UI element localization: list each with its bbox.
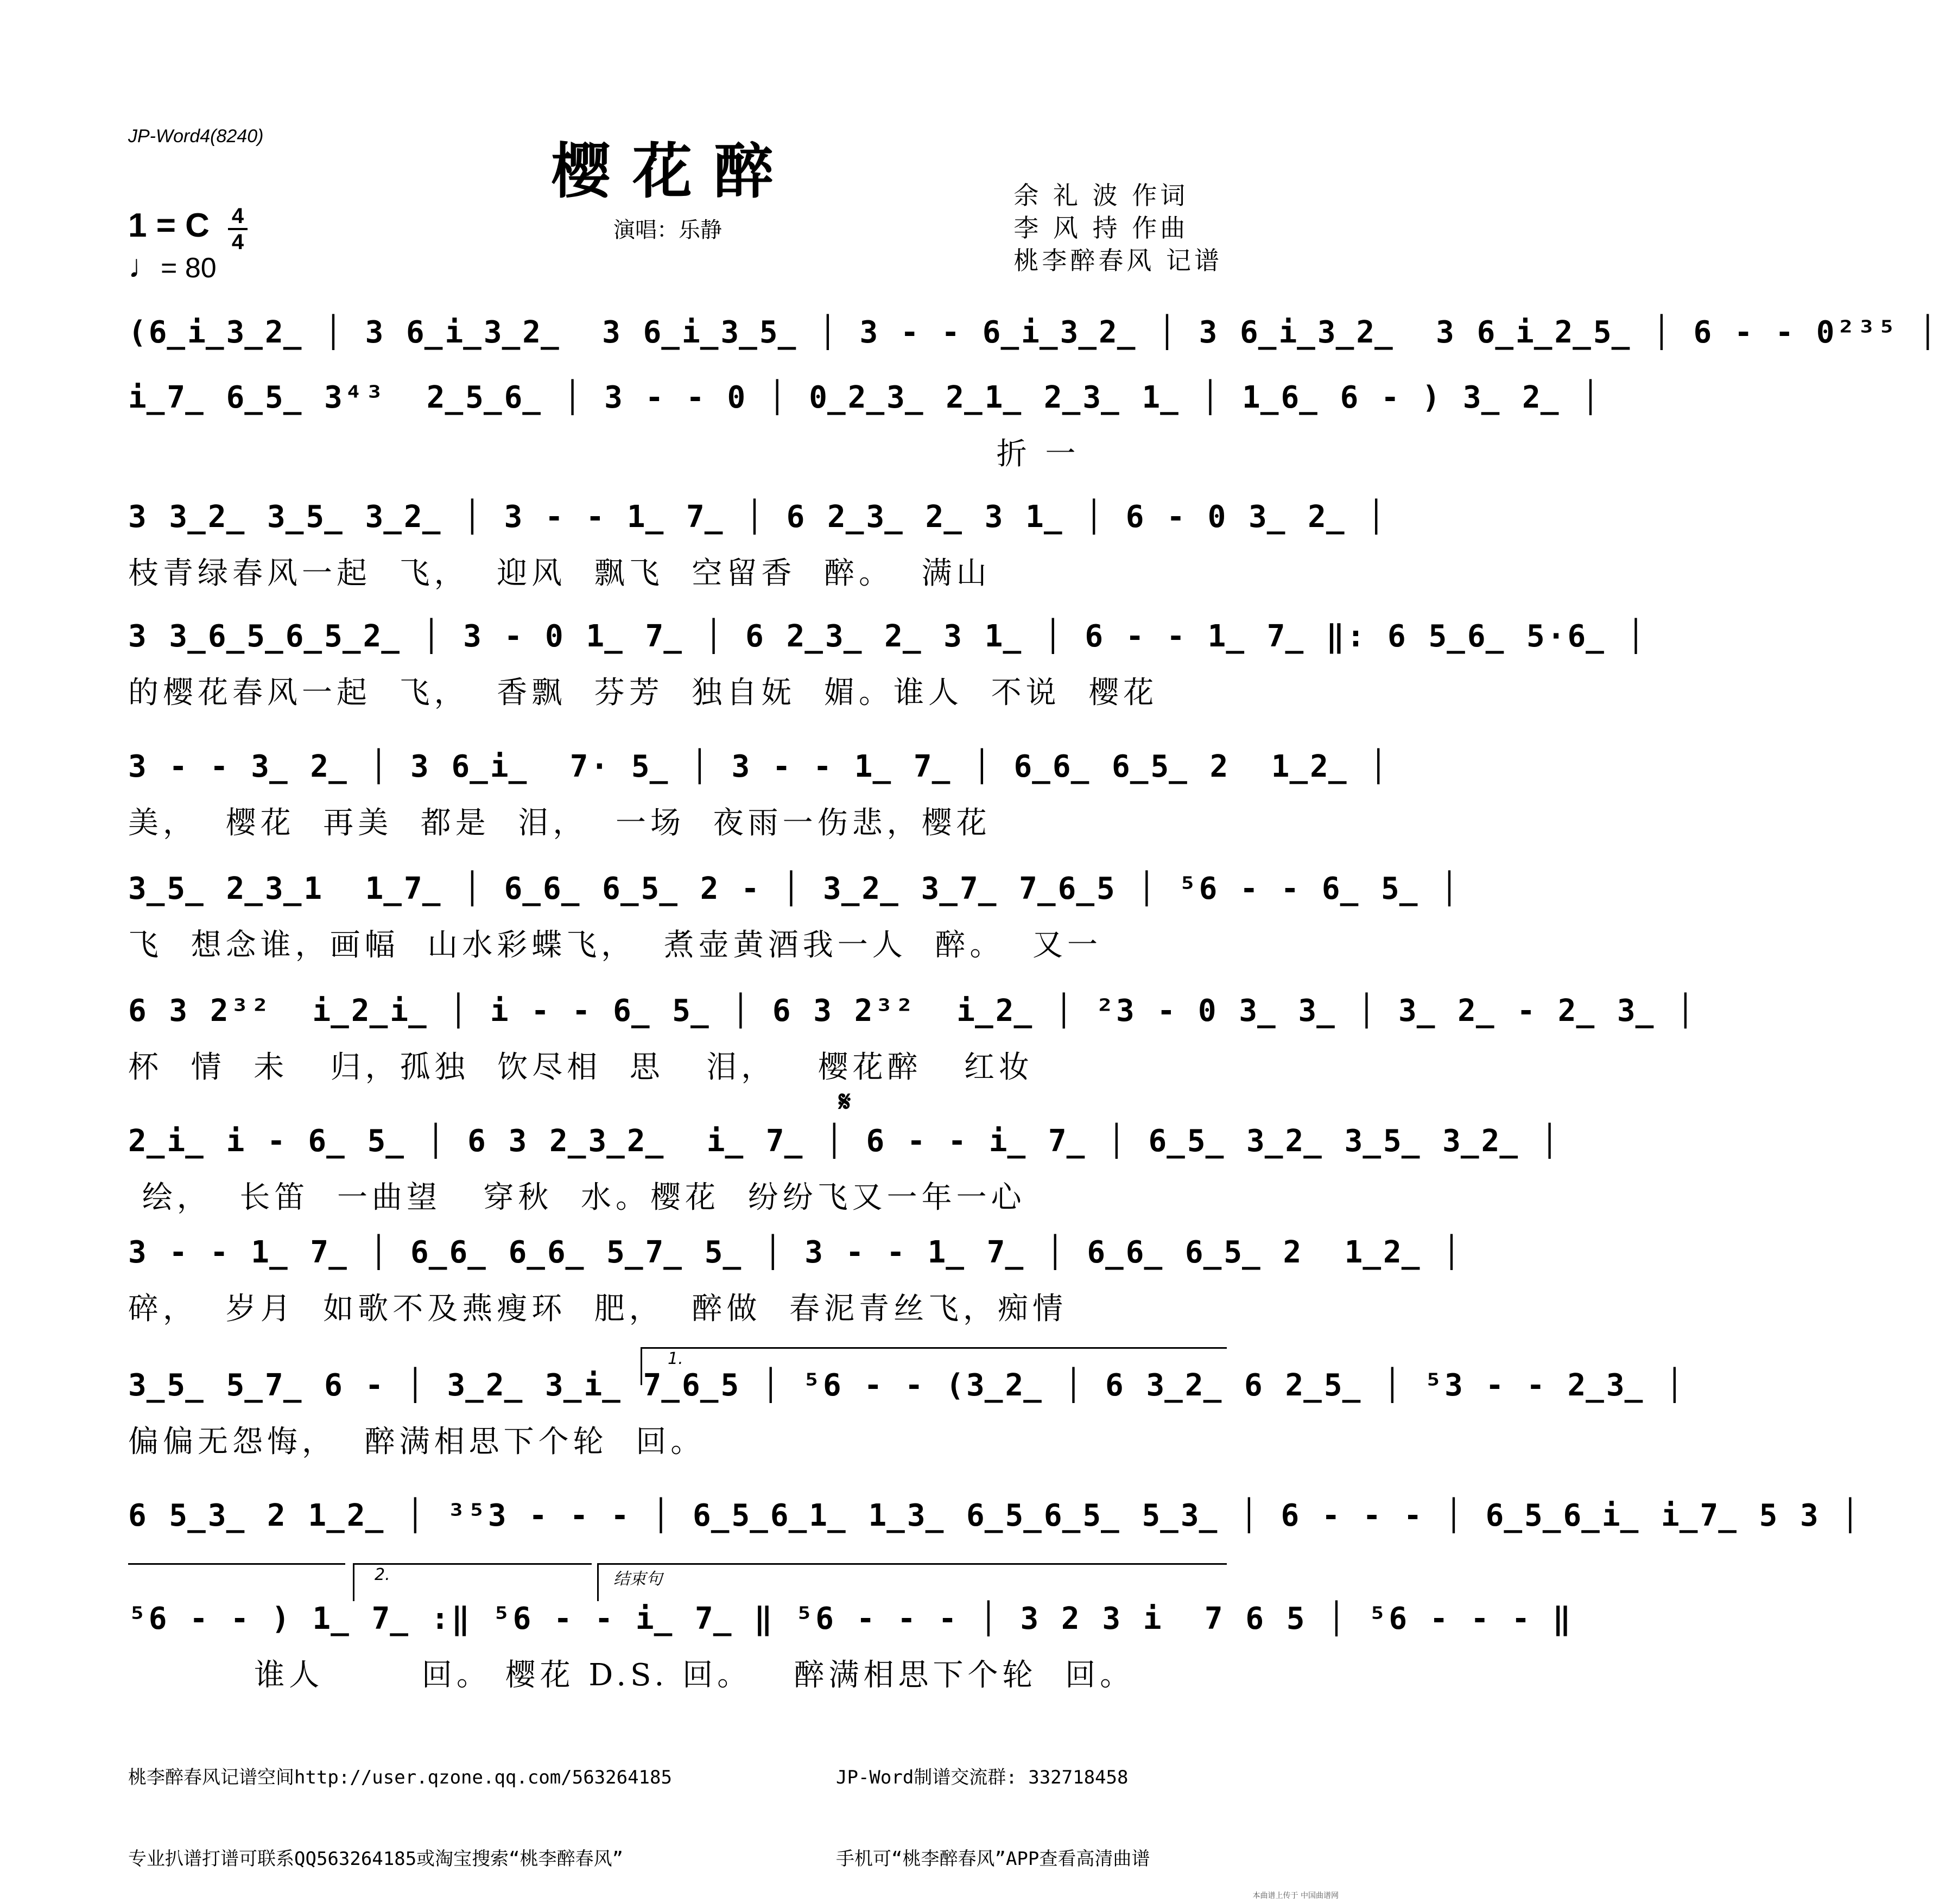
staff-lyrics: 谁人 回。 樱花 D.S. 回。 醉满相思下个轮 回。	[128, 1658, 1135, 1693]
footer-left	[128, 1710, 672, 1900]
staff-notes: 2̲i̲ i - 6̲ 5̲ │ 6 3 2̲3̲2̲ i̲ 7̲ │ 6 - - i̲ 7̲ │ 6̲5̲ 3̲2̲ 3̲5̲ 3̲2̲ │	[128, 1124, 1561, 1159]
staff-lyrics: 美， 樱花 再美 都是 泪， 一场 夜雨一伤悲，樱花	[128, 805, 991, 841]
staff-notes: 3 3̲2̲ 3̲5̲ 3̲2̲ │ 3 - - 1̲ 7̲ │ 6 2̲3̲ 2̲ 3 1̲ │ 6 - 0 3̲ 2̲ │	[128, 499, 1388, 535]
volta-label-1: 1.	[668, 1349, 683, 1368]
segno-sign: 𝄋	[839, 1086, 851, 1118]
staff-2	[128, 369, 1602, 478]
volta-label-2: 2.	[375, 1565, 390, 1584]
staff-12	[128, 1590, 1573, 1699]
staff-notes: 3 3̲6̲5̲6̲5̲2̲ │ 3 - 0 1̲ 7̲ │ 6 2̲3̲ 2̲ 3 1̲ │ 6 - - 1̲ 7̲ ‖: 6 5̲6̲ 5·6̲ │	[128, 619, 1647, 654]
staff-5	[128, 738, 1390, 847]
volta-bracket-1	[641, 1347, 1227, 1349]
time-signature-top: 4	[231, 204, 244, 228]
volta-bracket-2	[353, 1563, 592, 1565]
staff-lyrics: 偏偏无怨悔， 醉满相思下个轮 回。	[128, 1424, 706, 1459]
staff-notes: 3 - - 3̲ 2̲ │ 3 6̲i̲ 7· 5̲ │ 3 - - 1̲ 7̲ │ 6̲6̲ 6̲5̲ 2 1̲2̲ │	[128, 749, 1390, 784]
staff-lyrics: 绘， 长笛 一曲望 穿秋 水。樱花 纷纷飞又一年一心	[128, 1180, 1026, 1215]
footer-right-line-2: 手机可“桃李醉春风”APP查看高清曲谱	[836, 1848, 1150, 1870]
singer-credit: 演唱：乐静	[613, 218, 722, 243]
staff-lyrics: 碎， 岁月 如歌不及燕瘦环 肥， 醉做 春泥青丝飞，痴情	[128, 1291, 1068, 1327]
time-signature-bottom: 4	[231, 230, 244, 254]
staff-lyrics: 的樱花春风一起 飞， 香飘 芬芳 独自妩 媚。谁人 不说 樱花	[128, 675, 1158, 710]
composer-credit: 李 风 持 作曲	[1013, 213, 1189, 243]
staff-notes: 6 3 2³² i̲2̲i̲ │ i - - 6̲ 5̲ │ 6 3 2³² i̲2̲ │ ²3 - 0 3̲ 3̲ │ 3̲ 2̲ - 2̲ 3̲ │	[128, 993, 1697, 1029]
staff-9	[128, 1224, 1463, 1332]
staff-notes: 3̲5̲ 5̲7̲ 6 - │ 3̲2̲ 3̲i̲ 7̲6̲5 │ ⁵6 - - (3̲2̲ │ 6 3̲2̲ 6 2̲5̲ │ ⁵3 - - 2̲3̲ │	[128, 1368, 1686, 1403]
software-label: JP-Word4(8240)	[128, 126, 264, 147]
staff-lyrics: 飞 想念谁，画幅 山水彩蝶飞， 煮壶黄酒我一人 醉。 又一	[128, 928, 1102, 963]
staff-notes: (6̲i̲3̲2̲ │ 3 6̲i̲3̲2̲ 3 6̲i̲3̲5̲ │ 3 - - 6̲i̲3̲2̲ │ 3 6̲i̲3̲2̲ 3 6̲i̲2̲5̲ │ 6 - - 0²³⁵ │	[128, 315, 1939, 350]
key-signature: 1 = C	[128, 207, 210, 244]
staff-notes: ⁵6 - - ) 1̲ 7̲ :‖ ⁵6 - - i̲ 7̲ ‖ ⁵6 - - - │ 3 2 3 i 7 6 5 │ ⁵6 - - - ‖	[128, 1601, 1573, 1636]
staff-lyrics: 折 一	[128, 436, 1080, 472]
watermark: 本曲谱上传于 中国曲谱网	[1252, 1892, 1339, 1900]
staff-lyrics: 杯 情 未 归，孤独 饮尽相 思 泪， 樱花醉 红妆	[128, 1050, 1034, 1085]
staff-1	[128, 304, 1939, 369]
staff-lyrics: 枝青绿春风一起 飞， 迎风 飘飞 空留香 醉。 满山	[128, 556, 991, 591]
staff-10	[128, 1357, 1686, 1465]
transcriber-credit: 桃李醉春风 记谱	[1013, 246, 1222, 275]
staff-3	[128, 488, 1388, 597]
staff-notes: 3 - - 1̲ 7̲ │ 6̲6̲ 6̲6̲ 5̲7̲ 5̲ │ 3 - - 1̲ 7̲ │ 6̲6̲ 6̲5̲ 2 1̲2̲ │	[128, 1235, 1463, 1270]
footer-right-line-1: JP-Word制谱交流群: 332718458	[836, 1767, 1129, 1788]
staff-notes: i̲7̲ 6̲5̲ 3⁴³ 2̲5̲6̲ │ 3 - - 0 │ 0̲2̲3̲ 2̲1̲ 2̲3̲ 1̲ │ 1̲6̲ 6 - ) 3̲ 2̲ │	[128, 380, 1602, 415]
footer-left-line-2: 专业扒谱打谱可联系QQ563264185或淘宝搜索“桃李醉春风”	[128, 1848, 624, 1870]
staff-11	[128, 1487, 1862, 1558]
credits-block	[1013, 179, 1222, 277]
tempo-marking	[128, 247, 217, 285]
staff-notes: 3̲5̲ 2̲3̲1 1̲7̲ │ 6̲6̲ 6̲5̲ 2 - │ 3̲2̲ 3̲7̲ 7̲6̲5 │ ⁵6 - - 6̲ 5̲ │	[128, 871, 1461, 906]
staff-6	[128, 860, 1461, 969]
time-signature	[228, 205, 248, 253]
volta-label-ending: 结束句	[613, 1570, 662, 1589]
volta-continuation	[128, 1563, 345, 1565]
staff-7	[128, 982, 1697, 1091]
lyricist-credit: 余 礼 波 作词	[1013, 181, 1189, 210]
quarter-note-icon: ♩	[128, 248, 161, 284]
footer-left-line-1: 桃李醉春风记谱空间http://user.qzone.qq.com/563264185	[128, 1767, 672, 1788]
staff-4	[128, 608, 1647, 716]
staff-notes: 6 5̲3̲ 2 1̲2̲ │ ³⁵3 - - - │ 6̲5̲6̲1̲ 1̲3̲ 6̲5̲6̲5̲ 5̲3̲ │ 6 - - - │ 6̲5̲6̲i̲ i̲7̲ 5 3 │	[128, 1498, 1862, 1533]
volta-bracket-ending	[597, 1563, 1227, 1565]
tempo-value: = 80	[161, 252, 217, 284]
song-title: 樱花醉	[551, 136, 795, 206]
footer-right	[836, 1710, 1150, 1900]
staff-8	[128, 1113, 1561, 1221]
